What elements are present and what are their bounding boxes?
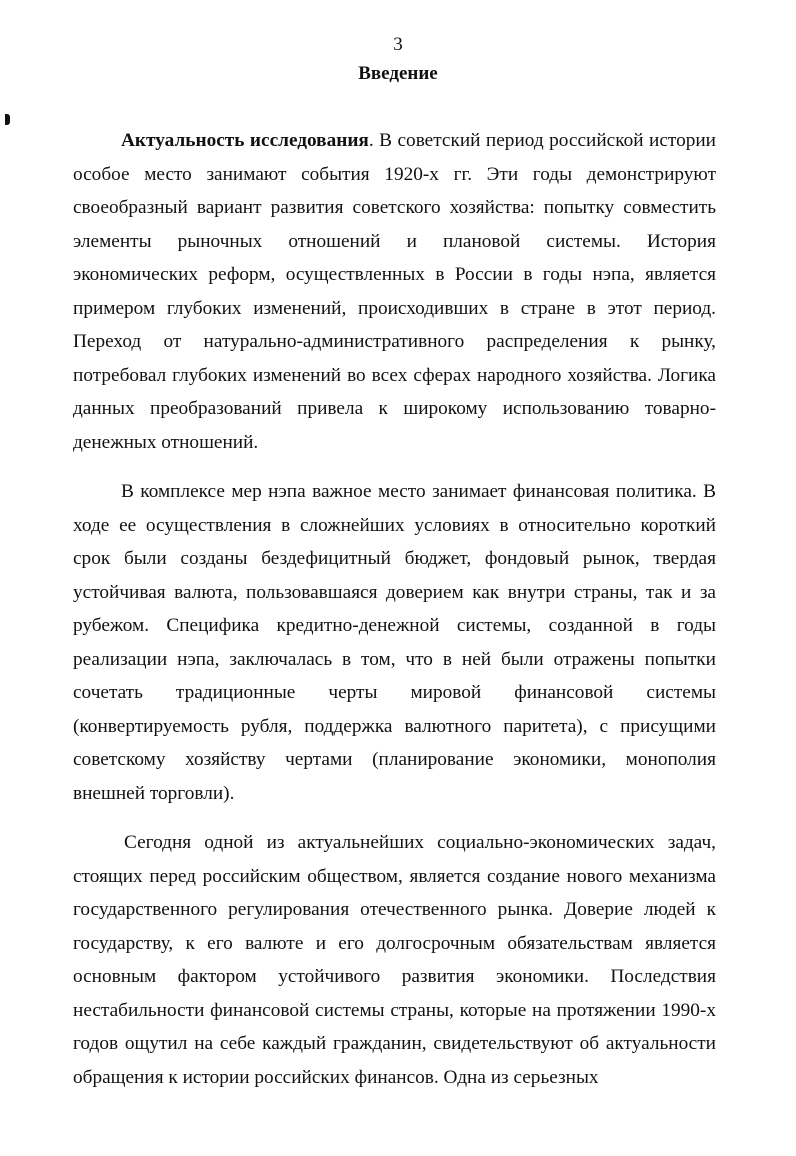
paragraph-text: . В советский период российской истории особое место занимают события 1920-х гг. Эти годы демонстрируют своеобразный вариант развития советского хозяйства: попытку совместить элементы рыночных отношений и плановой системы. История экономических реформ, осуществленных в России в годы нэпа, является примером глубоких изменений, происходивших в стране в этот период. Переход от натурально-административного распределения к рынку, потребовал глубоких изменений во всех сферах народного хозяйства. Логика данных преобразований привела к широкому использованию товарно-денежных отношений. bbox=[73, 130, 716, 453]
body-text bbox=[73, 124, 716, 1094]
margin-mark bbox=[5, 114, 10, 125]
section-heading: Введение bbox=[358, 63, 438, 84]
paragraph-lead: Актуальность исследования bbox=[121, 130, 369, 151]
paragraph-relevance bbox=[73, 124, 716, 459]
paragraph-financial-policy: В комплексе мер нэпа важное место занимает финансовая политика. В ходе ее осуществления в сложнейших условиях в относительно короткий срок были созданы бездефицитный бюджет, фондовый рынок, твердая устойчивая валюта, пользовавшаяся доверием как внутри страны, так и за рубежом. Специфика кредитно-денежной системы, созданной в годы реализации нэпа, заключалась в том, что в ней были отражены попытки сочетать традиционные черты мировой финансовой системы (конвертируемость рубля, поддержка валютного паритета), с присущими советскому хозяйству чертами (планирование экономики, монополия внешней торговли). bbox=[73, 481, 716, 804]
paragraph-today: Сегодня одной из актуальнейших социально-экономических задач, стоящих перед российским обществом, является создание нового механизма государственного регулирования отечественного рынка. Доверие людей к государству, к его валюте и его долгосрочным обязательствам является основным фактором устойчивого развития экономики. Последствия нестабильности финансовой системы страны, которые на протяжении 1990-х годов ощутил на себе каждый гражданин, свидетельствуют об актуальности обращения к истории российских финансов. Одна из серьезных bbox=[73, 832, 716, 1088]
page-number: 3 bbox=[393, 34, 403, 55]
